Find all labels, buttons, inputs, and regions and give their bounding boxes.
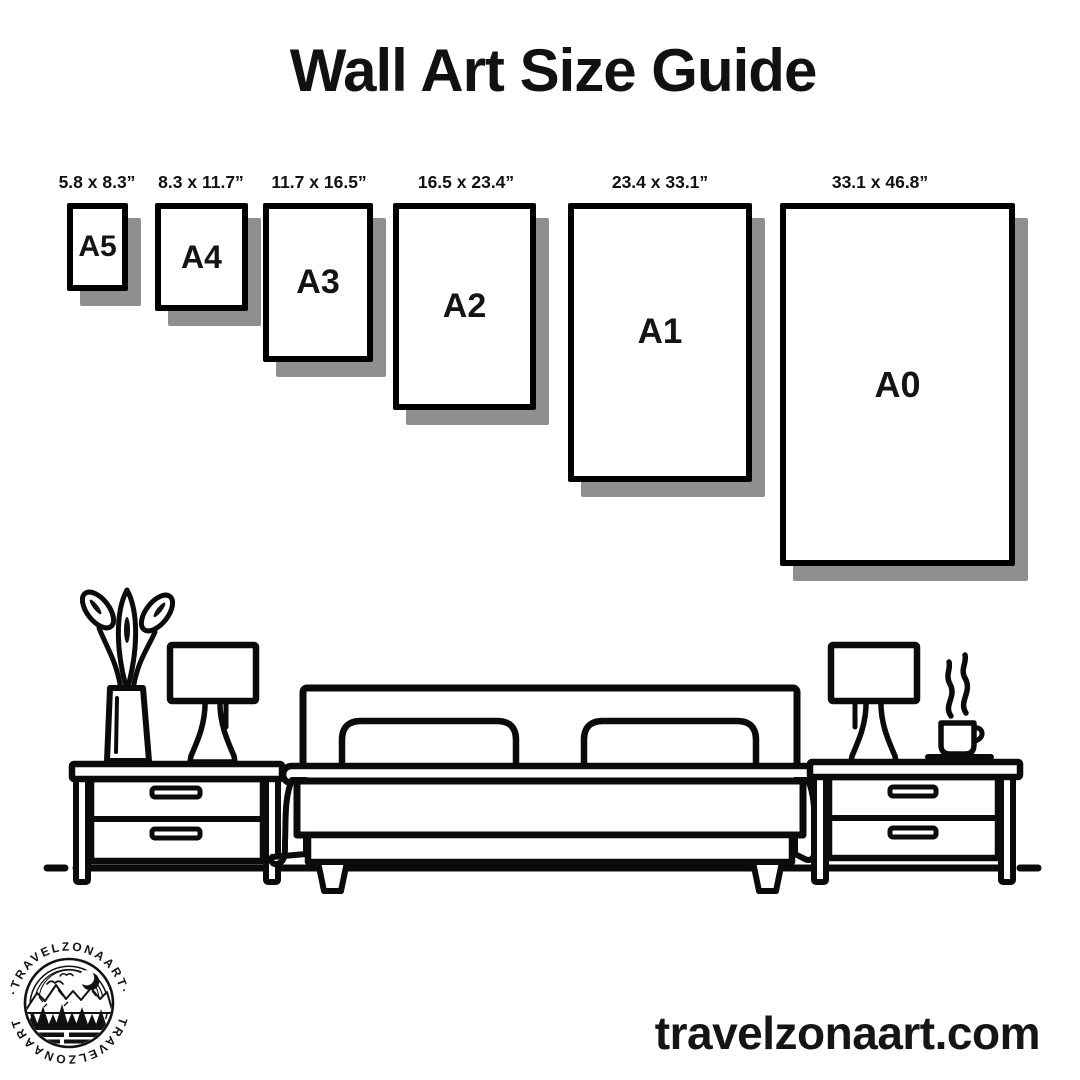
size-label-a2: 16.5 x 23.4” [417, 172, 515, 192]
size-label-a3: 11.7 x 16.5” [271, 172, 367, 192]
drawer-handle [152, 788, 200, 797]
lamp-shade [170, 645, 256, 701]
vase [107, 688, 149, 761]
steam-icon [948, 662, 952, 716]
leaf-left [76, 587, 119, 634]
drawer-handle [890, 787, 936, 796]
size-code-a3: A3 [296, 263, 340, 301]
size-label-a1: 23.4 x 33.1” [611, 172, 709, 192]
size-code-a1: A1 [637, 311, 683, 351]
bed-base [308, 835, 792, 862]
logo-text-top: ·TRAVELZONAART· [6, 939, 132, 997]
nightstand-right [810, 762, 1020, 882]
steam-icon [963, 655, 967, 713]
page-title: Wall Art Size Guide [289, 37, 817, 104]
mattress [297, 781, 803, 835]
bed [271, 688, 817, 891]
brand-logo-badge [6, 939, 132, 1066]
size-code-a0: A0 [874, 363, 921, 405]
bed-leg [318, 862, 347, 891]
website-url: travelzonaart.com [654, 1007, 1040, 1059]
bed-leg [753, 862, 782, 891]
size-label-a5: 5.8 x 8.3” [58, 172, 136, 192]
size-code-a2: A2 [442, 287, 487, 325]
size-label-a0: 33.1 x 46.8” [831, 172, 929, 192]
size-code-a4: A4 [181, 238, 222, 275]
nightstand-left [72, 764, 282, 882]
size-code-a5: A5 [78, 230, 117, 263]
drawer-handle [890, 828, 936, 837]
coffee-cup [928, 655, 991, 757]
table-lamp-left [170, 645, 256, 762]
logo-text-bottom: TRAVELZONAART [7, 1015, 131, 1067]
leaf-right [135, 590, 178, 637]
drawer-handle [152, 829, 200, 838]
lamp-shade [831, 645, 917, 701]
size-label-a4: 8.3 x 11.7” [158, 172, 244, 192]
table-lamp-right [831, 645, 917, 762]
plant-vase [76, 587, 178, 761]
